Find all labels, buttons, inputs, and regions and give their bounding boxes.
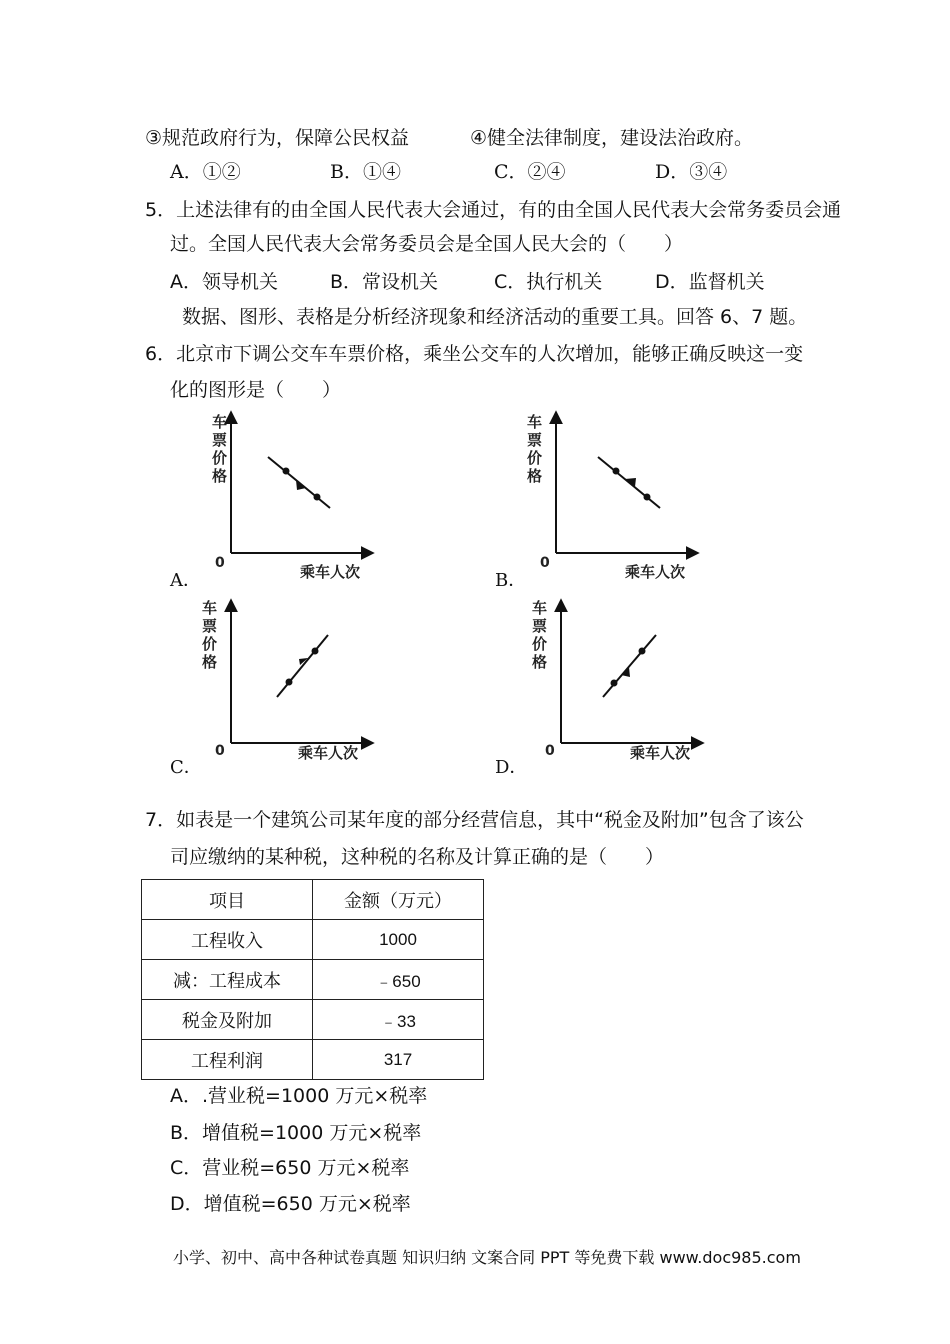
graph-a-label[interactable]: A． <box>170 570 201 591</box>
point-2 <box>639 648 646 655</box>
graph-b-label[interactable]: B． <box>495 570 527 591</box>
y-label-char-2: 票 <box>202 617 218 635</box>
point-2 <box>312 648 319 655</box>
graph-d <box>530 595 730 775</box>
row-item: 减：工程成本 <box>142 960 313 1000</box>
direction-arrow <box>625 478 636 487</box>
origin-label: 0 <box>215 743 225 759</box>
row-item: 工程利润 <box>142 1040 313 1080</box>
point-2 <box>644 494 651 501</box>
q4-statement-4: ④健全法律制度，建设法治政府。 <box>470 127 754 149</box>
q5-stem-line2: 过。全国人民代表大会常务委员会是全国人民大会的（ ） <box>170 233 684 255</box>
row-amount: ﹣650 <box>313 960 484 1000</box>
q6-stem-line1: 6．北京市下调公交车车票价格，乘坐公交车的人次增加，能够正确反映这一变 <box>145 343 804 365</box>
origin-label: 0 <box>545 743 555 759</box>
q5-option-c[interactable]: C．执行机关 <box>494 271 603 293</box>
supply-line <box>277 635 328 697</box>
y-label-char-3: 价 <box>532 635 548 653</box>
x-axis-label: 乘车人次 <box>298 744 359 762</box>
page-footer: 小学、初中、高中各种试卷真题 知识归纳 文案合同 PPT 等免费下载 www.doc985.com <box>173 1248 801 1267</box>
q4-option-b[interactable]: B．①④ <box>330 161 401 183</box>
table-row <box>142 920 484 960</box>
header-item: 项目 <box>142 880 313 920</box>
y-label-char-3: 价 <box>202 635 218 653</box>
y-label-char-2: 票 <box>212 431 228 449</box>
q5-option-b[interactable]: B．常设机关 <box>330 271 439 293</box>
row-amount: 317 <box>313 1040 484 1080</box>
q7-option-c[interactable]: C．营业税=650 万元×税率 <box>170 1157 410 1179</box>
point-2 <box>314 494 321 501</box>
graph-b <box>525 405 725 590</box>
q7-option-d[interactable]: D．增值税=650 万元×税率 <box>170 1193 411 1215</box>
point-1 <box>286 679 293 686</box>
q4-statement-3: ③规范政府行为，保障公民权益 <box>145 127 410 149</box>
y-label-char-1: 车 <box>212 413 228 431</box>
header-amount: 金额（万元） <box>313 880 484 920</box>
q5-stem-line1: 5．上述法律有的由全国人民代表大会通过，有的由全国人民代表大会常务委员会通 <box>145 199 842 221</box>
graph-c <box>200 595 400 775</box>
origin-label: 0 <box>215 555 225 571</box>
row-amount: ﹣33 <box>313 1000 484 1040</box>
y-label-char-1: 车 <box>532 599 548 617</box>
row-item: 税金及附加 <box>142 1000 313 1040</box>
table-row <box>142 960 484 1000</box>
point-1 <box>613 468 620 475</box>
q4-option-c[interactable]: C．②④ <box>494 161 566 183</box>
x-axis-label: 乘车人次 <box>625 563 686 581</box>
q4-option-d[interactable]: D．③④ <box>655 161 728 183</box>
y-label-char-3: 价 <box>527 449 543 467</box>
q7-option-b[interactable]: B．增值税=1000 万元×税率 <box>170 1122 422 1144</box>
q7-stem-line1: 7．如表是一个建筑公司某年度的部分经营信息，其中“税金及附加”包含了该公 <box>145 809 804 831</box>
x-axis-label: 乘车人次 <box>630 744 691 762</box>
point-1 <box>283 468 290 475</box>
row-amount: 1000 <box>313 920 484 960</box>
q5-option-d[interactable]: D．监督机关 <box>655 271 765 293</box>
graph-a <box>200 405 400 590</box>
y-label-char-4: 格 <box>202 653 218 671</box>
q4-option-a[interactable]: A．①② <box>170 161 241 183</box>
q6-stem-line2: 化的图形是（ ） <box>170 379 342 401</box>
row-item: 工程收入 <box>142 920 313 960</box>
q5-option-a[interactable]: A．领导机关 <box>170 271 278 293</box>
y-label-char-4: 格 <box>527 467 543 485</box>
y-label-char-1: 车 <box>202 599 218 617</box>
y-label-char-3: 价 <box>212 449 228 467</box>
q7-option-a[interactable]: A．.营业税=1000 万元×税率 <box>170 1085 428 1107</box>
point-1 <box>611 680 618 687</box>
section-intro: 数据、图形、表格是分析经济现象和经济活动的重要工具。回答 6、7 题。 <box>182 306 808 328</box>
graph-c-label[interactable]: C． <box>170 757 202 778</box>
table-row <box>142 1000 484 1040</box>
q7-stem-line2: 司应缴纳的某种税，这种税的名称及计算正确的是（ ） <box>170 846 665 868</box>
origin-label: 0 <box>540 555 550 571</box>
x-axis-label: 乘车人次 <box>300 563 361 581</box>
graph-d-label[interactable]: D． <box>495 757 528 778</box>
y-label-char-1: 车 <box>527 413 543 431</box>
demand-line <box>598 457 660 508</box>
y-label-char-4: 格 <box>532 653 548 671</box>
y-label-char-2: 票 <box>527 431 543 449</box>
table-header-row <box>142 880 484 920</box>
table-row <box>142 1040 484 1080</box>
y-label-char-4: 格 <box>212 467 228 485</box>
y-label-char-2: 票 <box>532 617 548 635</box>
business-info-table <box>141 879 484 1080</box>
direction-arrow <box>296 480 306 490</box>
supply-line <box>603 635 656 697</box>
